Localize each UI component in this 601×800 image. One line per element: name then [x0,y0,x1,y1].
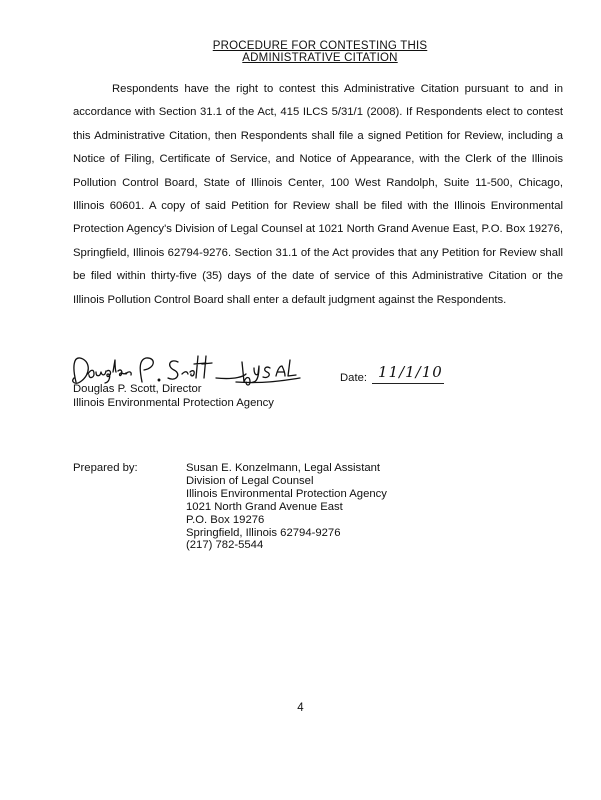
signatory-name: Douglas P. Scott, Director [73,383,202,395]
page-number: 4 [297,702,304,714]
signatory-organization: Illinois Environmental Protection Agency [73,397,274,409]
date-value: 11/1/10 [378,363,443,381]
document-title-line-2: ADMINISTRATIVE CITATION [242,52,398,64]
procedure-paragraph: Respondents have the right to contest this Administrative Citation pursuant to and in accordance with Section 31.1 of the Act, 415 ILCS 5/31/1 (2008). If Respondents elect to contest this Administrative Citation, then Respondents shall file a signed Petition for Review, including a Notice of Filing, Certificate of Service, and Notice of Appearance, with the Clerk of the Illinois Pollution Control Board, State of Illinois Center, 100 West Randolph, Suite 11-500, Chicago, Illinois 60601. A copy of said Petition for Review shall be filed with the Illinois Environmental Protection Agency's Division of Legal Counsel at 1021 North Grand Avenue East, P.O. Box 19276, Springfield, Illinois 62794-9276. Section 31.1 of the Act provides that any Petition for Review shall be filed within thirty-five (35) days of the date of service of this Administrative Citation or the Illinois Pollution Control Board shall enter a default judgment against the Respondents. [73,83,563,306]
date-label: Date: [340,372,368,384]
prepared-by-block [186,462,387,552]
preparer-city: Springfield, Illinois 62794-9276 [186,526,341,539]
prepared-by-label: Prepared by: [73,462,138,474]
preparer-phone: (217) 782-5544 [186,539,264,552]
preparer-name: Susan E. Konzelmann, Legal Assistant [186,462,381,474]
preparer-agency: Illinois Environmental Protection Agency [186,487,387,500]
document-title-line-1: PROCEDURE FOR CONTESTING THIS [212,40,428,52]
preparer-po-box: P.O. Box 19276 [186,513,265,526]
preparer-street: 1021 North Grand Avenue East [186,500,343,513]
date-underline [372,383,444,384]
preparer-division: Division of Legal Counsel [186,474,314,487]
